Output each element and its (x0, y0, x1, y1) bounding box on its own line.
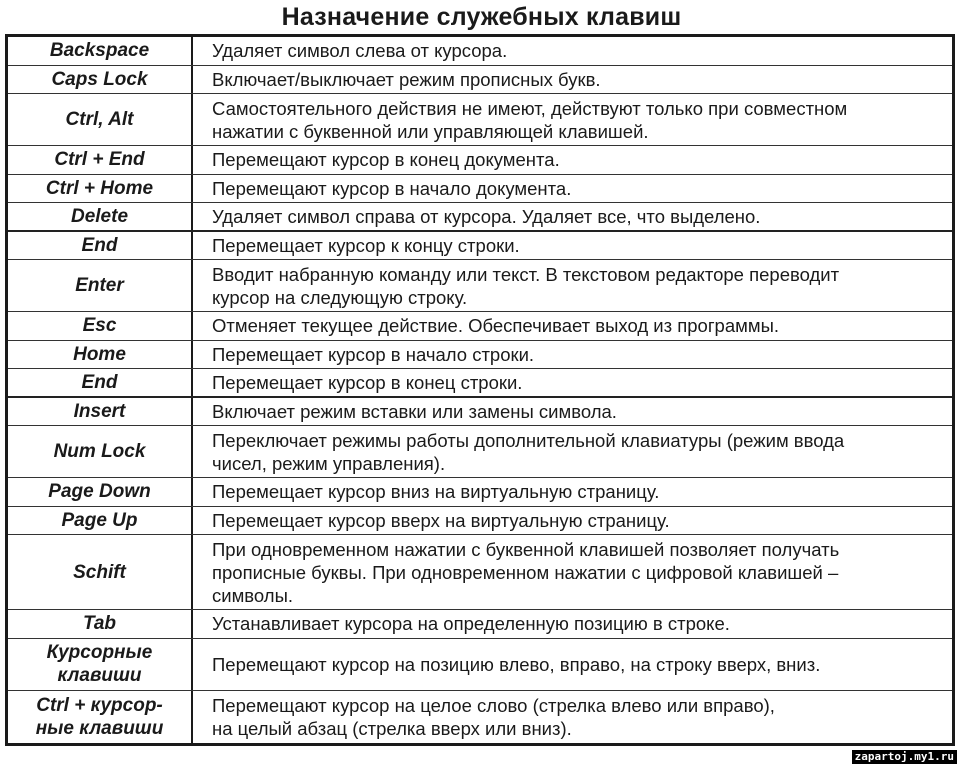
description-cell: Отменяет текущее действие. Обеспечивает выход из программы. (212, 315, 780, 337)
table-row (8, 203, 952, 232)
description-cell: Перемещают курсор на целое слово (стрелка влево или вправо), на целый абзац (стрелка вверх или вниз). (212, 694, 775, 739)
key-cell: Enter (8, 260, 193, 311)
key-cell: Ctrl + Home (8, 175, 193, 203)
description-cell: Включает режим вставки или замены символа. (212, 400, 617, 422)
key-cell: Ctrl + курсор- ные клавиши (8, 691, 193, 743)
description-cell: Перемещает курсор к концу строки. (212, 234, 520, 256)
description-cell: Перемещают курсор в конец документа. (212, 149, 560, 171)
table-row (8, 478, 952, 507)
description-cell: Самостоятельного действия не имеют, действуют только при совместном нажатии с буквенной или управляющей клавишей. (212, 97, 848, 142)
table-row (8, 610, 952, 639)
key-cell: End (8, 369, 193, 396)
table-row (8, 66, 952, 95)
key-cell: End (8, 232, 193, 260)
key-cell: Backspace (8, 37, 193, 65)
table-row (8, 398, 952, 427)
key-cell: Schift (8, 535, 193, 609)
key-cell: Курсорные клавиши (8, 639, 193, 690)
description-cell: Удаляет символ слева от курсора. (212, 40, 508, 62)
key-cell: Ctrl + End (8, 146, 193, 174)
description-cell: Включает/выключает режим прописных букв. (212, 68, 601, 90)
key-cell: Ctrl, Alt (8, 94, 193, 145)
table-row (8, 369, 952, 398)
key-cell: Esc (8, 312, 193, 340)
keys-table (5, 34, 955, 746)
page-title: Назначение служебных клавиш (281, 3, 682, 31)
key-cell: Caps Lock (8, 66, 193, 94)
description-cell: Переключает режимы работы дополнительной клавиатуры (режим ввода чисел, режим управления). (212, 429, 845, 474)
description-cell: Перемещает курсор в конец строки. (212, 371, 523, 393)
key-cell: Num Lock (8, 426, 193, 477)
key-cell: Page Down (8, 478, 193, 506)
table-row (8, 341, 952, 370)
description-cell: Перемещают курсор на позицию влево, вправо, на строку вверх, вниз. (212, 653, 821, 675)
table-row (8, 146, 952, 175)
description-cell: Перемещает курсор в начало строки. (212, 343, 535, 365)
key-cell: Page Up (8, 507, 193, 535)
table-row (8, 426, 952, 478)
description-cell: Устанавливает курсора на определенную позицию в строке. (212, 613, 730, 635)
table-row (8, 639, 952, 691)
description-cell: Перемещает курсор вниз на виртуальную страницу. (212, 481, 660, 503)
key-cell: Tab (8, 610, 193, 638)
table-row (8, 94, 952, 146)
table-row (8, 507, 952, 536)
description-cell: При одновременном нажатии с буквенной клавишей позволяет получать прописные буквы. При одновременном нажатии с цифровой клавишей – символы. (212, 538, 840, 606)
description-cell: Вводит набранную команду или текст. В текстовом редакторе переводит курсор на следующую строку. (212, 263, 840, 308)
site-watermark: zapartoj.my1.ru (852, 750, 957, 764)
key-cell: Home (8, 341, 193, 369)
table-row (8, 260, 952, 312)
table-row (8, 232, 952, 261)
description-cell: Перемещает курсор вверх на виртуальную страницу. (212, 509, 670, 531)
table-row (8, 312, 952, 341)
table-row (8, 175, 952, 204)
table-row (8, 535, 952, 610)
table-row (8, 691, 952, 743)
table-row (8, 37, 952, 66)
key-cell: Insert (8, 398, 193, 426)
description-cell: Удаляет символ справа от курсора. Удаляет все, что выделено. (212, 205, 761, 227)
key-cell: Delete (8, 203, 193, 230)
description-cell: Перемещают курсор в начало документа. (212, 177, 572, 199)
